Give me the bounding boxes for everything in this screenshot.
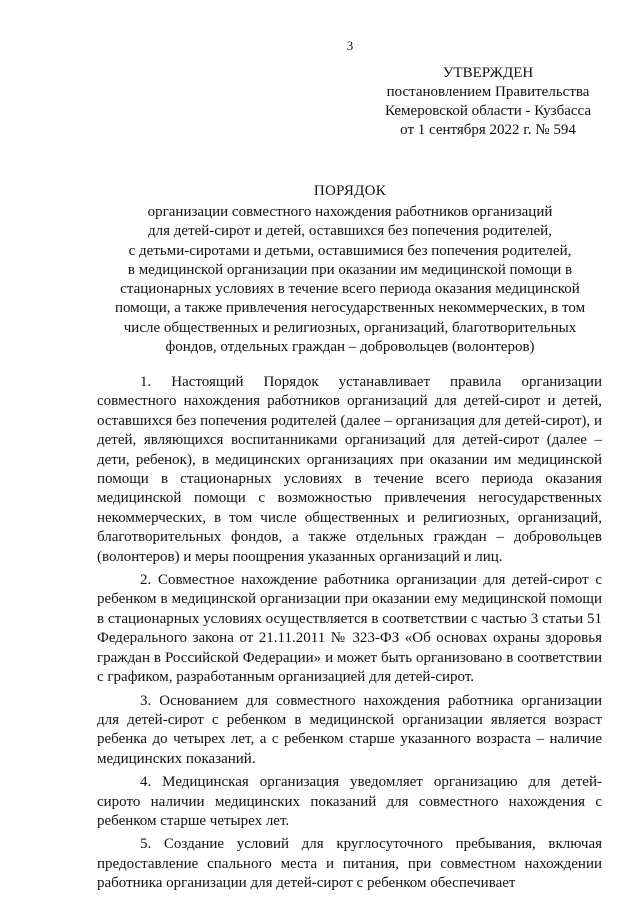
paragraph-1: 1. Настоящий Порядок устанавливает правила организации совместного нахождения работников организаций для детей-сирот и детей, оставшихся без попечения родителей (далее – организация для детей-сирот), и детей, являющихся воспитанниками организаций для детей-сирот (далее – дети, ребенок), в медицинских организациях при оказании им медицинской помощи в стационарных условиях в течение всего периода оказания медицинской помощи с возможностью привлечения негосударственных некоммерческих, в том числе общественных и религиозных, организаций, благотворительных фондов, а также отдельных граждан – добровольцев (волонтеров) и меры поощрения указанных организаций и лиц. [97, 374, 602, 565]
approval-block [370, 64, 606, 140]
subtitle-line: стационарных условиях в течение всего периода оказания медицинской [120, 281, 580, 298]
paragraph-5: 5. Создание условий для круглосуточного пребывания, включая предоставление спального места и питания, при совместном нахождении работника организации для детей-сирот с ребенком обеспечивает [97, 836, 602, 892]
paragraph-4: 4. Медицинская организация уведомляет организацию для детей-сирото наличии медицинских показаний для совместного нахождения с ребенком старше четырех лет. [97, 774, 602, 829]
document-subtitle [100, 203, 600, 357]
subtitle-line: в медицинской организации при оказании им медицинской помощи в [127, 261, 573, 278]
approval-line: Кемеровской области - Кузбасса [384, 103, 592, 119]
approval-heading: УТВЕРЖДЕН [442, 65, 534, 81]
subtitle-line: фондов, отдельных граждан – добровольцев (волонтеров) [165, 339, 535, 356]
subtitle-line: помощи, а также привлечения негосударственных некоммерческих, в том [114, 300, 586, 317]
subtitle-line: числе общественных и религиозных, организаций, благотворительных [123, 319, 577, 336]
paragraph-3: 3. Основанием для совместного нахождения работника организации для детей-сирот с ребенком в медицинской организации является возраст ребенка до четырех лет, а с ребенком старше указанного возраста – наличие медицинских показаний. [97, 692, 602, 767]
paragraph-2: 2. Совместное нахождение работника организации для детей-сирот с ребенком в медицинской организации при оказании ему медицинской помощи в стационарных условиях осуществляется в соответствии с частью 3 статьи 51 Федерального закона от 21.11.2011 № 323-ФЗ «Об основах охраны здоровья граждан в Российской Федерации» и может быть организовано в соответствии с графиком, разработанным организацией для детей-сирот. [97, 572, 602, 686]
subtitle-line: с детьми-сиротами и детьми, оставшимися без попечения родителей, [128, 242, 572, 259]
document-body [97, 373, 602, 898]
approval-date-line: от 1 сентября 2022 г. № 594 [400, 122, 576, 138]
page-number: 3 [346, 38, 354, 53]
approval-line: постановлением Правительства [386, 84, 590, 100]
document-title: ПОРЯДОК [313, 183, 387, 199]
subtitle-line: для детей-сирот и детей, оставшихся без попечения родителей, [148, 223, 552, 240]
subtitle-line: организации совместного нахождения работников организаций [147, 204, 553, 220]
